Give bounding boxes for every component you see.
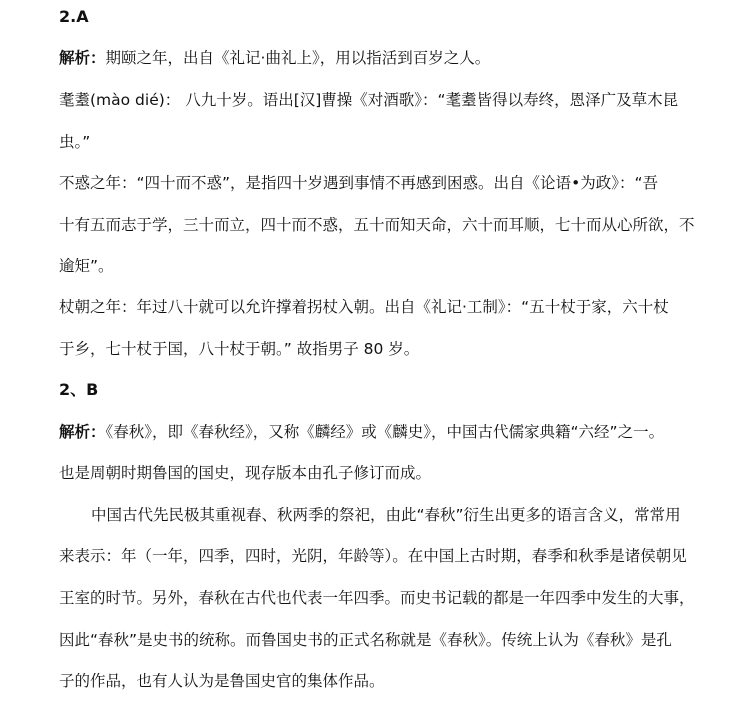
analysis-paragraph-b xyxy=(59,422,664,442)
text-line: 也是周朝时期鲁国的国史，现存版本由孔子修订而成。 xyxy=(59,464,432,482)
analysis-label: 解析： xyxy=(59,423,106,441)
text-line: 不惑之年：“四十而不惑”，是指四十岁遇到事情不再感到困惑。出自《论语•为政》：“吾 xyxy=(59,174,658,192)
text-line: 十有五而志于学，三十而立，四十而不惑，五十而知天命，六十而耳顺，七十而从心所欲，不 xyxy=(59,216,695,234)
answer-heading-a: 2.A xyxy=(59,7,89,26)
analysis-paragraph-a xyxy=(59,48,490,68)
text-line: 杖朝之年：年过八十就可以允许撑着拐杖入朝。出自《礼记·工制》：“五十杖于家，六十杖 xyxy=(59,298,669,316)
text-line: 王室的时节。另外，春秋在古代也代表一年四季。而史书记载的都是一年四季中发生的大事， xyxy=(59,589,695,607)
text-line: 因此“春秋”是史书的统称。而鲁国史书的正式名称就是《春秋》。传统上认为《春秋》是孔 xyxy=(59,631,672,649)
text-line: 虫。” xyxy=(59,133,91,151)
text-line: 耄耋(mào dié)： 八九十岁。语出[汉]曹操《对酒歌》：“耄耋皆得以寿终，恩泽广及草木昆 xyxy=(59,91,679,109)
text-line: 子的作品，也有人认为是鲁国史官的集体作品。 xyxy=(59,672,385,690)
text-line: 于乡，七十杖于国，八十杖于朝。” 故指男子 80 岁。 xyxy=(59,340,420,358)
text-line: 逾矩”。 xyxy=(59,257,114,275)
analysis-text: 期颐之年，出自《礼记·曲礼上》，用以指活到百岁之人。 xyxy=(105,49,491,67)
answer-heading-b: 2、B xyxy=(59,380,99,399)
analysis-text: 《春秋》，即《春秋经》，又称《麟经》或《麟史》，中国古代儒家典籍“六经”之一。 xyxy=(105,423,665,441)
analysis-label: 解析： xyxy=(59,49,106,67)
text-line: 来表示：年（一年，四季，四时，光阴，年龄等）。在中国上古时期，春季和秋季是诸侯朝见 xyxy=(59,547,687,565)
text-line: 中国古代先民极其重视春、秋两季的祭祀，由此“春秋”衍生出更多的语言含义，常常用 xyxy=(91,506,681,524)
